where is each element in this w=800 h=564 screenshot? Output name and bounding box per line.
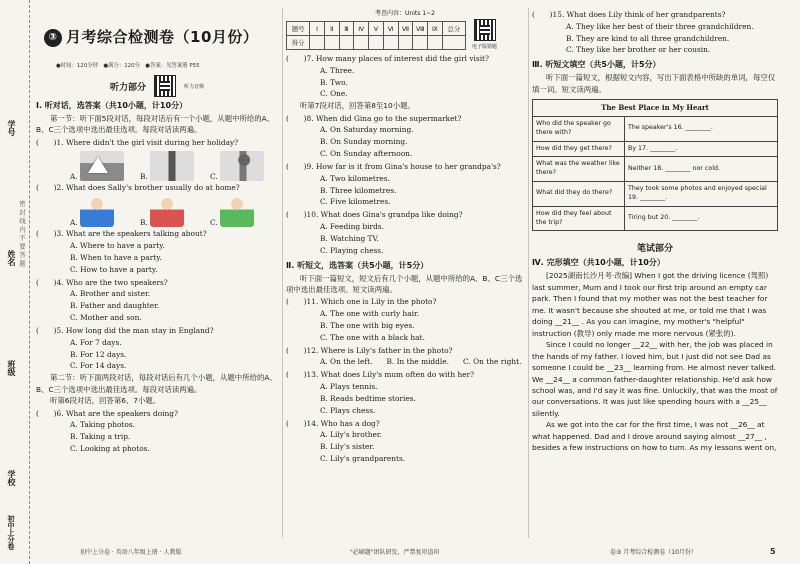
boy-picture-a[interactable] [80, 195, 114, 227]
option[interactable]: C. Playing chess. [320, 245, 384, 255]
statue-picture[interactable] [220, 151, 264, 181]
score-header: Ⅲ [339, 22, 354, 36]
option[interactable]: B. The one with big eyes. [320, 321, 415, 331]
score-header: 总分 [442, 22, 465, 36]
option[interactable]: A. On the left. [320, 357, 373, 367]
score-header: Ⅱ [324, 22, 339, 36]
boy-picture-c[interactable] [220, 195, 254, 227]
section2-intro: 第二节：听下面两段对话，每段对话后有几个小题，从题中所给的A、B、C三个选项中选出最佳选项。每段对话读两遍。 [36, 373, 277, 394]
footer-middle: "必刷题"团队研发，严禁复印盗印 [350, 549, 440, 556]
boy-picture-b[interactable] [150, 195, 184, 227]
table-title: The Best Place in My Heart [533, 100, 778, 117]
question-1: ( )1. Where didn't the girl visit during her holiday? [36, 137, 239, 147]
table-question: What did they do there? [533, 182, 625, 207]
option[interactable]: A. The one with curly hair. [320, 309, 420, 319]
column-3 [532, 8, 778, 454]
score-header: Ⅸ [428, 22, 443, 36]
option[interactable]: C. Mother and son. [70, 313, 142, 323]
question-4: ( )4. Who are the two speakers? [36, 277, 168, 287]
question-2: ( )2. What does Sally's brother usually do at home? [36, 182, 240, 192]
question-6: ( )6. What are the speakers doing? [36, 408, 178, 418]
table-answer-19[interactable]: They took some photos and enjoyed special 19. ________. [625, 182, 778, 207]
option[interactable]: C. Lily's grandparents. [320, 454, 406, 463]
exam-meta: ●时间：120分钟 ●满分：120分 ●答案：见答案册 P55 [56, 63, 200, 69]
title-text: 月考综合检测卷（10月份） [66, 28, 259, 46]
column-1 [36, 8, 278, 455]
option[interactable]: A. Three. [320, 65, 355, 75]
option[interactable]: C. Looking at photos. [70, 444, 150, 454]
score-row-label: 得分 [287, 36, 310, 50]
option[interactable]: A. For 7 days. [70, 337, 122, 347]
option[interactable]: A. Lily's brother. [320, 430, 382, 440]
option[interactable]: C. Plays chess. [320, 405, 376, 415]
opera-house-picture[interactable] [80, 151, 124, 181]
cloze-paragraph-3: As we got into the car for the first time, I was not __26__ at what happened. Dad and I drove around saying almost __27__ , besides a few instructions on how to turn. As my lessons went on, [532, 420, 777, 453]
table-row [533, 141, 778, 157]
option-letter: A. [70, 171, 78, 181]
part4-heading: Ⅳ. 完形填空（共10小题，计10分） [532, 258, 665, 268]
option[interactable]: A. On Saturday morning. [320, 125, 414, 135]
option[interactable]: B. When to have a party. [70, 252, 162, 262]
score-cell[interactable] [413, 36, 428, 50]
coverage-note: 考查内容：Units 1~2 [375, 10, 435, 17]
part3-heading: Ⅲ. 听短文填空（共5小题，计5分） [532, 60, 661, 70]
qr-code-icon[interactable] [154, 75, 176, 97]
score-cell[interactable] [310, 36, 325, 50]
table-row [533, 182, 778, 207]
option-letter: A. [70, 218, 78, 228]
option[interactable]: B. They are kind to all three grandchildren. [566, 33, 730, 43]
score-header: Ⅳ [354, 22, 369, 36]
cloze-text: When I got the driving licence (驾照) last summer, Mum and I took our first trip around an empty car park. Then I found that my mother was not the best teacher for me. It wasn't because she shouted at me, or told me that I was doing __21__ . As you can imagine, my mother's "helpful" instruction (教导) only made me more nervous (紧张的). [532, 271, 769, 338]
cloze-paragraph-1 [532, 270, 778, 339]
fill-in-table [532, 99, 778, 231]
option[interactable]: C. How to have a party. [70, 264, 158, 274]
option[interactable]: C. For 14 days. [70, 361, 127, 371]
option[interactable]: A. Two kilometres. [320, 173, 390, 183]
table-question: What was the weather like there? [533, 157, 625, 182]
question-14: ( )14. Who has a dog? [286, 418, 380, 428]
paper-number-badge: ③ [44, 29, 62, 47]
score-cell[interactable] [383, 36, 398, 50]
table-question: How did they feel about the trip? [533, 206, 625, 231]
score-header: Ⅷ [413, 22, 428, 36]
column-divider [528, 8, 529, 538]
score-cell[interactable] [442, 36, 465, 50]
table-answer-16[interactable]: The speaker's 16. ________. [625, 117, 778, 142]
option[interactable]: A. Where to have a party. [70, 241, 165, 251]
table-row [533, 117, 778, 142]
score-table [286, 21, 466, 50]
option[interactable]: A. They like her best of their three grandchildren. [566, 21, 754, 31]
option[interactable]: A. Plays tennis. [320, 382, 378, 392]
score-header: 题号 [287, 22, 310, 36]
source-tag: [2025湖南长沙月考·改编] [546, 271, 633, 281]
option-letter: C. [210, 218, 218, 228]
table-question: Who did the speaker go there with? [533, 117, 625, 142]
footer-left: 初中上分卷 · 英语八年级上册 · 人教版 [80, 549, 182, 556]
score-cell[interactable] [324, 36, 339, 50]
column-divider [282, 8, 283, 538]
option[interactable]: B. Three kilometres. [320, 185, 397, 195]
question-7: ( )7. How many places of interest did the girl visit? [286, 54, 489, 63]
page-title [44, 26, 278, 47]
binding-margin [0, 0, 30, 564]
question-8: ( )8. When did Gina go to the supermarket? [286, 113, 462, 123]
qr-code-icon[interactable] [474, 19, 496, 41]
part1-intro: 第一节：听下面5段对话，每段对话后有一个小题，从题中所给的A、B、C三个选项中选出最佳选项。每段对话读两遍。 [36, 114, 275, 135]
question-12: ( )12. Where is Lily's father in the photo? [286, 345, 453, 355]
table-answer-18[interactable]: Neither 18. ________ nor cold. [625, 157, 778, 182]
score-cell[interactable] [428, 36, 443, 50]
table-row [533, 157, 778, 182]
seal-line-text: 密 封 线 内 不 要 答 题 [18, 200, 26, 267]
option[interactable]: B. In the middle. [386, 357, 449, 367]
question-5: ( )5. How long did the man stay in England? [36, 325, 214, 335]
tower-picture[interactable] [150, 151, 194, 181]
footer-right: 卷③ 月考综合检测卷（10月份） [610, 549, 697, 556]
column-2 [286, 8, 524, 465]
brand-label: 初中上分卷 [7, 515, 15, 550]
option[interactable]: C. On the right. [463, 357, 522, 367]
option[interactable]: A. Brother and sister. [70, 289, 151, 299]
question-11: ( )11. Which one is Lily in the photo? [286, 297, 437, 307]
option[interactable]: C. On Sunday afternoon. [320, 149, 413, 159]
part2-heading: Ⅱ. 听短文，选答案（共5小题，计5分） [286, 260, 429, 270]
option[interactable]: B. Father and daughter. [70, 301, 160, 311]
score-cell[interactable] [369, 36, 384, 50]
option[interactable]: C. Five kilometres. [320, 197, 391, 207]
writing-section-title: 笔试部分 [636, 244, 673, 255]
score-header: Ⅰ [310, 22, 325, 36]
school-label: 学校 [7, 470, 16, 486]
cloze-paragraph-2: Since I could no longer __22__ with her, the job was placed in the hands of my father. I loved him, but I just did not see Dad as someone I could be __23__ learning from. He almost never talked. We __24__ a common father-daughter relationship. He'd ask how school was, and I'd say it was fine. Unluckily, that was the most of our conversations. It was just like spending hours with a __25__ silently. [532, 340, 778, 418]
question-13: ( )13. What does Lily's mum often do with her? [286, 370, 475, 380]
option[interactable]: B. Reads bedtime stories. [320, 393, 416, 403]
option[interactable]: B. Watching TV. [320, 233, 379, 243]
table-answer-20[interactable]: Tiring but 20. ________. [625, 206, 778, 231]
name-label: 姓名 [7, 250, 16, 266]
q6-lead: 听第6段对话，回答第6、7小题。 [50, 396, 161, 406]
question-9: ( )9. How far is it from Gina's house to her grandpa's? [286, 162, 501, 171]
part1-heading: Ⅰ. 听对话，选答案（共10小题，计10分） [36, 101, 188, 110]
option-letter: B. [140, 171, 148, 181]
question-10: ( )10. What does Gina's grandpa like doing? [286, 210, 463, 220]
option[interactable]: C. One. [320, 89, 348, 99]
listening-section-title: 听力部分 [109, 82, 146, 93]
score-header: Ⅴ [369, 22, 384, 36]
score-cell[interactable] [398, 36, 413, 50]
part2-intro: 听下面一篇短文，短文后有几个小题，从题中所给的A、B、C三个选项中选出最佳选项。短文读两遍。 [286, 273, 523, 294]
score-header: Ⅶ [398, 22, 413, 36]
qr-caption: 电子版错题 [472, 44, 498, 50]
part3-intro: 听下面一篇短文，根据短文内容，写出下面表格中所缺的单词，每空仅填一词。短文读两遍。 [532, 73, 776, 94]
question-3: ( )3. What are the speakers talking about? [36, 229, 207, 239]
question-15: ( )15. What does Lily think of her grandparents? [532, 10, 726, 19]
option-letter: C. [210, 171, 218, 181]
table-answer-17[interactable]: By 17. ________. [625, 141, 778, 157]
table-question: How did they get there? [533, 141, 625, 157]
page-number: 5 [770, 547, 776, 556]
option[interactable]: A. Taking photos. [70, 420, 135, 430]
option[interactable]: C. They like her brother or her cousin. [566, 45, 711, 55]
option[interactable]: B. Lily's sister. [320, 442, 375, 452]
option-letter: B. [140, 218, 148, 228]
option[interactable]: B. On Sunday morning. [320, 137, 408, 147]
score-cell[interactable] [339, 36, 354, 50]
student-id-label: 学号 [7, 120, 16, 136]
qr-caption: 听力音频 [184, 83, 205, 90]
option[interactable]: B. Taking a trip. [70, 432, 131, 442]
q2-picture-options [36, 195, 278, 227]
option[interactable]: B. For 12 days. [70, 349, 127, 359]
score-header: Ⅵ [383, 22, 398, 36]
option[interactable]: A. Feeding birds. [320, 222, 384, 231]
class-label: 班级 [7, 360, 16, 376]
option[interactable]: B. Two. [320, 77, 348, 87]
option[interactable]: C. The one with a black hat. [320, 332, 425, 342]
q8-lead: 听第7段对话，回答第8至10小题。 [300, 101, 415, 111]
score-cell[interactable] [354, 36, 369, 50]
table-row [533, 206, 778, 231]
q1-picture-options [36, 151, 278, 181]
q12-options [286, 356, 524, 368]
